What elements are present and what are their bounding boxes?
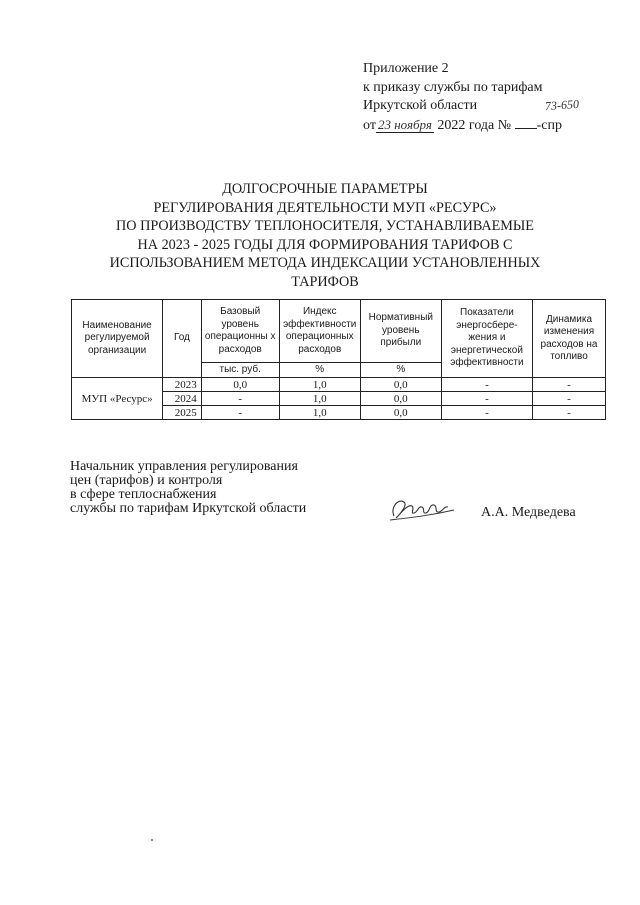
cell-fuel-dynamics: - [533, 406, 606, 420]
unit-base-opex: тыс. руб. [201, 363, 279, 378]
cell-fuel-dynamics: - [533, 392, 606, 406]
cell-base-opex: - [201, 406, 279, 420]
table-row [72, 378, 606, 392]
cell-year: 2025 [163, 406, 202, 420]
date-suffix: 2022 года № [437, 117, 512, 133]
organization-name: МУП «Ресурс» [72, 378, 163, 420]
cell-year: 2024 [163, 392, 202, 406]
cell-energy-efficiency: - [441, 378, 532, 392]
cell-fuel-dynamics: - [533, 378, 606, 392]
cell-profit-level: 0,0 [360, 378, 441, 392]
signoff-position-line-4: службы по тарифам Иркутской области [70, 501, 307, 516]
cell-energy-efficiency: - [441, 392, 532, 406]
title-line-1: ДОЛГОСРОЧНЫЕ ПАРАМЕТРЫ [222, 181, 428, 197]
document-title [80, 180, 570, 291]
header-energy-efficiency: Показатели энергосбере-жения и энергетической эффективности [441, 300, 532, 378]
cell-energy-efficiency: - [441, 406, 532, 420]
header-efficiency-index: Индекс эффективности операционных расходов [279, 300, 360, 363]
handwritten-signature [388, 494, 458, 522]
cell-base-opex: 0,0 [201, 378, 279, 392]
cell-profit-level: 0,0 [360, 392, 441, 406]
handwritten-date: 23 ноября [377, 116, 432, 132]
order-number-blank [515, 116, 537, 129]
signoff-block [70, 460, 306, 516]
header-year: Год [163, 300, 202, 378]
signoff-position-line-3: в сфере теплоснабжения [70, 487, 217, 502]
cell-efficiency-index: 1,0 [279, 406, 360, 420]
appendix-header [363, 60, 562, 135]
header-fuel-dynamics: Динамика изменения расходов на топливо [533, 300, 606, 378]
unit-efficiency-index: % [279, 363, 360, 378]
appendix-date-line [363, 116, 562, 136]
unit-profit-level: % [360, 363, 441, 378]
handwritten-order-number: 73-650 [544, 96, 580, 114]
title-line-5: ИСПОЛЬЗОВАНИЕМ МЕТОДА ИНДЕКСАЦИИ УСТАНОВЛЕННЫХ [109, 255, 541, 271]
cell-base-opex: - [201, 392, 279, 406]
appendix-order-reference: к приказу службы по тарифам [363, 79, 543, 95]
scan-speck [151, 839, 153, 841]
appendix-number: Приложение 2 [363, 61, 449, 76]
header-profit-level: Нормативный уровень прибыли [360, 300, 441, 363]
cell-profit-level: 0,0 [360, 406, 441, 420]
title-line-2: РЕГУЛИРОВАНИЯ ДЕЯТЕЛЬНОСТИ МУП «РЕСУРС» [153, 199, 497, 216]
title-line-3: ПО ПРОИЗВОДСТВУ ТЕПЛОНОСИТЕЛЯ, УСТАНАВЛИВАЕМЫЕ [116, 218, 534, 234]
parameters-table [71, 299, 606, 420]
signoff-position-line-1: Начальник управления регулирования [70, 459, 298, 474]
cell-efficiency-index: 1,0 [279, 392, 360, 406]
order-number-suffix: -спр [536, 117, 562, 133]
header-base-opex: Базовый уровень операционны х расходов [201, 300, 279, 363]
cell-year: 2023 [163, 378, 202, 392]
signoff-position-line-2: цен (тарифов) и контроля [70, 473, 223, 488]
appendix-region: Иркутской области [363, 98, 478, 113]
cell-efficiency-index: 1,0 [279, 378, 360, 392]
title-line-6: ТАРИФОВ [291, 273, 359, 290]
signer-name: А.А. Медведева [481, 505, 576, 520]
date-prefix: от [363, 117, 376, 133]
title-line-4: НА 2023 - 2025 ГОДЫ ДЛЯ ФОРМИРОВАНИЯ ТАРИФОВ С [137, 236, 513, 253]
header-organization: Наименование регулируемой организации [72, 300, 163, 378]
